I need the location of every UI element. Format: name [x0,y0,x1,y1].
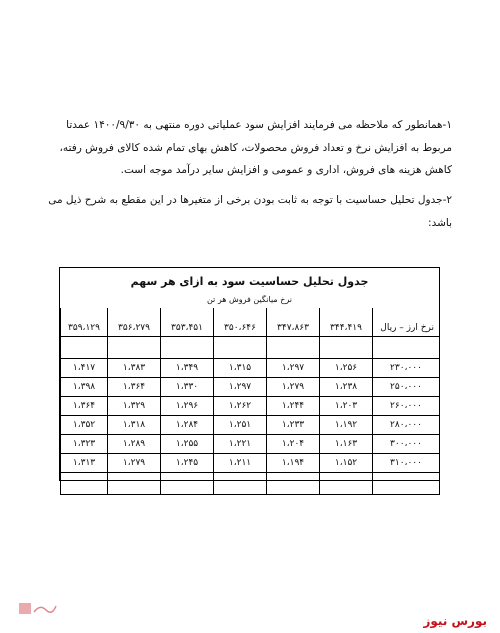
table-cell: ۱،۲۳۸ [320,378,373,397]
table-row [61,378,440,397]
table-cell: ۱،۲۵۱ [214,416,267,435]
table-cell: ۱،۲۵۵ [161,435,214,454]
table-cell: ۱،۲۵۶ [320,359,373,378]
table-row [61,435,440,454]
table-cell: ۱،۳۸۳ [108,359,161,378]
table-cell: ۱،۳۹۸ [61,378,108,397]
table-cell: ۱،۱۶۳ [320,435,373,454]
table-blank-row [61,473,440,495]
sensitivity-table-frame [59,267,440,481]
table-row [61,359,440,378]
table-cell: ۱،۲۰۳ [320,397,373,416]
row-label: ۲۳۰،۰۰۰ [373,359,440,378]
table-cell: ۱،۳۶۴ [61,397,108,416]
table-cell: ۱،۳۵۲ [61,416,108,435]
table-cell: ۱،۳۲۹ [108,397,161,416]
paragraph-sensitivity-intro: ۲-جدول تحلیل حساسیت با توجه به ثابت بودن برخی از متغیرها در این مقطع به شرح ذیل می باشد: [48,194,452,229]
column-header: ۳۵۳،۴۵۱ [161,319,214,337]
sensitivity-table [60,308,440,495]
brand-logo: بورس نیوز [423,614,487,628]
table-spacer-row [61,337,440,359]
table-cell: ۱،۲۹۷ [267,359,320,378]
watermark-stamp-logo [18,600,58,616]
table-title: جدول تحلیل حساسیت سود به ازای هر سهم [130,275,369,288]
table-row [61,454,440,473]
table-cell: ۱،۲۷۹ [267,378,320,397]
table-cell: ۱،۲۸۹ [108,435,161,454]
table-subtitle: نرخ میانگین فروش هر تن [206,295,293,304]
column-header: ۳۵۹،۱۲۹ [61,319,108,337]
row-label: ۲۶۰،۰۰۰ [373,397,440,416]
paragraph-operating-profit: ۱-همانطور که ملاحظه می فرمایند افزایش سود عملیاتی دوره منتهی به ۱۴۰۰/۹/۳۰ عمدتا مربوط به افزایش نرخ و تعداد فروش محصولات، کاهش بهای تمام شده کالای فروش رفته، کاهش هزینه های فروش، اداری و عمومی و افزایش سایر درآمد موجه است. [59,119,452,176]
table-cell: ۱،۲۴۵ [161,454,214,473]
row-label: ۲۸۰،۰۰۰ [373,416,440,435]
table-cell: ۱،۳۲۳ [61,435,108,454]
table-cell: ۱،۲۰۴ [267,435,320,454]
table-cell: ۱،۳۱۸ [108,416,161,435]
table-cell: ۱،۱۹۲ [320,416,373,435]
table-cell: ۱،۲۶۲ [214,397,267,416]
table-cell: ۱،۳۱۵ [214,359,267,378]
table-row [61,416,440,435]
table-cell: ۱،۱۹۴ [267,454,320,473]
table-cell: ۱،۲۹۶ [161,397,214,416]
table-cell: ۱،۴۱۷ [61,359,108,378]
column-header: ۳۴۷،۸۶۳ [267,319,320,337]
table-gap-row [61,308,440,319]
table-cell: ۱،۲۲۱ [214,435,267,454]
table-cell: ۱،۱۵۲ [320,454,373,473]
table-cell: ۱،۲۳۳ [267,416,320,435]
table-cell: ۱،۳۳۰ [161,378,214,397]
column-header: ۳۴۴،۴۱۹ [320,319,373,337]
table-cell: ۱،۳۴۹ [161,359,214,378]
row-label: ۳۰۰،۰۰۰ [373,435,440,454]
row-label: ۳۱۰،۰۰۰ [373,454,440,473]
column-header: ۳۵۰،۶۴۶ [214,319,267,337]
table-cell: ۱،۲۱۱ [214,454,267,473]
row-label: ۲۵۰،۰۰۰ [373,378,440,397]
row-header-label: نرخ ارز – ریال [373,319,440,337]
table-cell: ۱،۳۶۴ [108,378,161,397]
table-cell: ۱،۳۱۳ [61,454,108,473]
table-cell: ۱،۲۸۴ [161,416,214,435]
table-cell: ۱،۲۷۹ [108,454,161,473]
table-cell: ۱،۲۴۴ [267,397,320,416]
table-header-row [61,319,440,337]
table-cell: ۱،۲۹۷ [214,378,267,397]
column-header: ۳۵۶،۲۷۹ [108,319,161,337]
table-row [61,397,440,416]
